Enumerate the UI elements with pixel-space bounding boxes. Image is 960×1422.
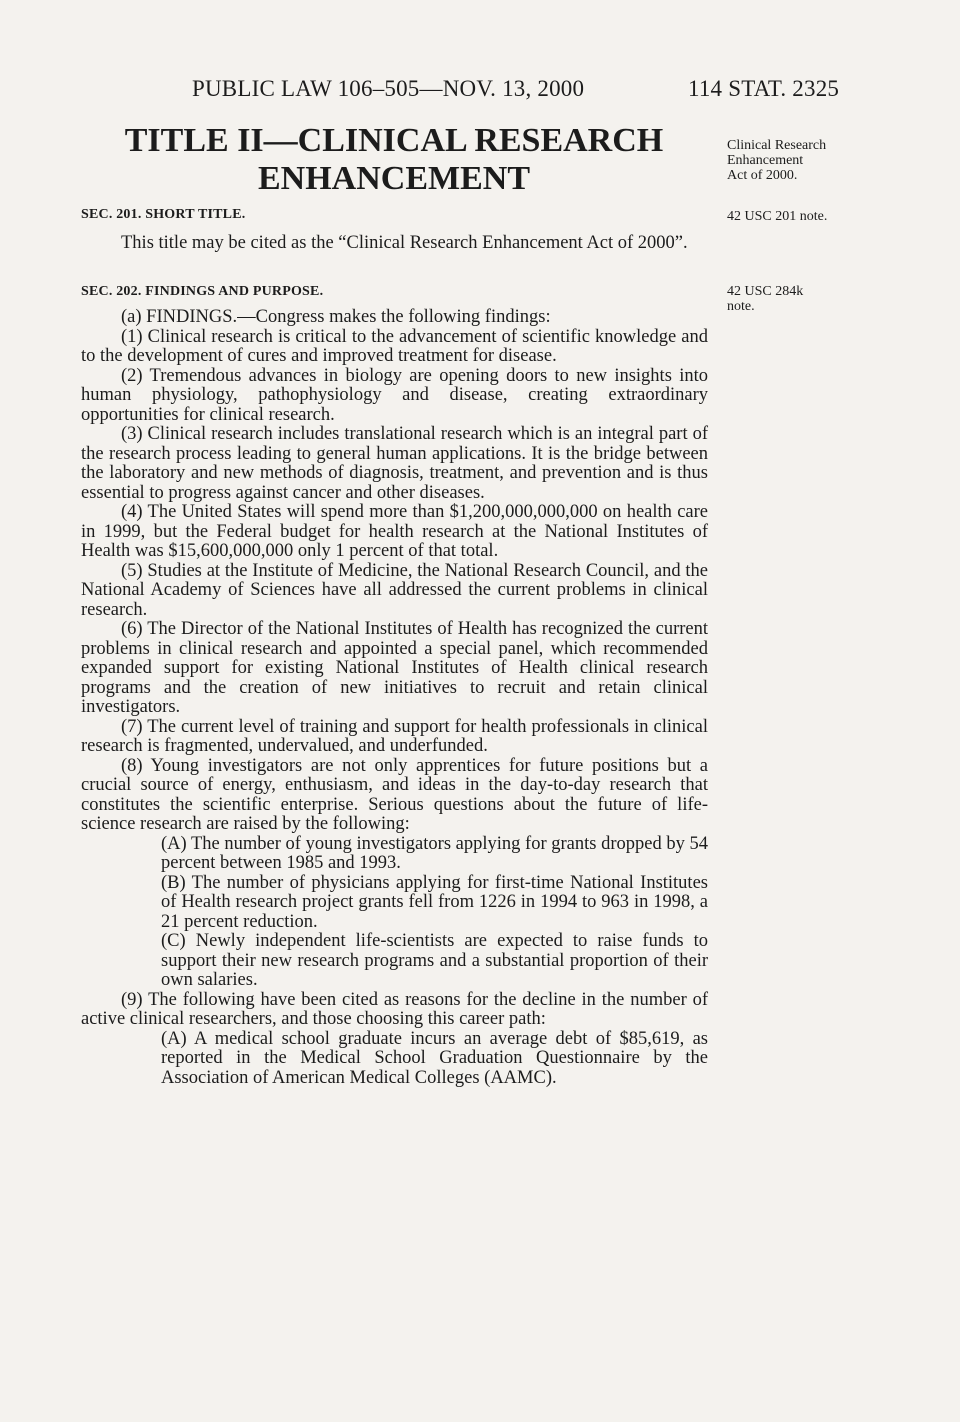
margin-note-line: note. [727, 299, 755, 314]
finding-paragraph: (9) The following have been cited as reasons for the decline in the number of active clinical researchers, and those choosing this career path: [81, 989, 708, 1029]
findings-intro [81, 308, 708, 328]
findings-label: (a) F [121, 307, 157, 327]
section-202-heading: SEC. 202. FINDINGS AND PURPOSE. [81, 284, 324, 299]
finding-paragraph: (1) Clinical research is critical to the advancement of scientific knowledge and to the development of cures and improved treatment for disease. [81, 326, 708, 366]
section-201-text: This title may be cited as the “Clinical Research Enhancement Act of 2000”. [121, 233, 688, 253]
section-201-body [81, 234, 708, 254]
finding-subparagraph: (C) Newly independent life-scientists are expected to raise funds to support their new research programs and a substantial proportion of their own salaries. [161, 931, 708, 990]
margin-note-sec202 [727, 284, 857, 314]
margin-note-line: Clinical Research [727, 138, 827, 153]
title-line-2: ENHANCEMENT [257, 160, 531, 197]
margin-note-title [727, 138, 857, 183]
findings-label-smallcaps: INDINGS [156, 307, 233, 327]
finding-paragraph: (7) The current level of training and support for health professionals in clinical research is fragmented, undervalued, and underfunded. [81, 716, 708, 756]
finding-paragraph: (2) Tremendous advances in biology are opening doors to new insights into human physiology, pathophysiology and disease, creating extraordinary opportunities for clinical research. [81, 365, 708, 425]
finding-subparagraph: (A) The number of young investigators applying for grants dropped by 54 percent between 1985 and 1993. [161, 833, 708, 873]
finding-paragraph: (4) The United States will spend more than $1,200,000,000,000 on health care in 1999, but the Federal budget for health research at the National Institutes of Health was $15,600,000,000 only 1 percent of that total. [81, 502, 708, 561]
section-201-heading: SEC. 201. SHORT TITLE. [81, 207, 246, 222]
running-head-left: PUBLIC LAW 106–505—NOV. 13, 2000 [192, 76, 585, 101]
running-head-right: 114 STAT. 2325 [688, 76, 840, 101]
margin-note-line: Enhancement [727, 153, 804, 168]
margin-note-sec201: 42 USC 201 note. [727, 209, 828, 224]
margin-note-line: Act of 2000. [727, 168, 798, 183]
finding-paragraph: (6) The Director of the National Institutes of Health has recognized the current problems in clinical research and appointed a special panel, which recommended expanded support for existing National Institutes of Health clinical research programs and the creation of new initiatives to recruit and retain clinical investigators. [81, 619, 708, 717]
finding-subparagraph: (A) A medical school graduate incurs an average debt of $85,619, as reported in the Medical School Graduation Questionnaire by the Association of American Medical Colleges (AAMC). [161, 1028, 708, 1088]
margin-note-line: 42 USC 284k [727, 284, 804, 299]
finding-paragraph: (8) Young investigators are not only apprentices for future positions but a crucial source of energy, enthusiasm, and ideas in the day-to-day research that constitutes the scientific enterprise. Serious questions about the future of life-science research are raised by the following: [81, 755, 708, 834]
finding-paragraph: (3) Clinical research includes translational research which is an integral part of the research process leading to general human applications. It is the bridge between the laboratory and new methods of diagnosis, treatment, and prevention and is thus essential to progress against cancer and other diseases. [81, 424, 708, 503]
title-heading [80, 122, 708, 198]
finding-paragraph: (5) Studies at the Institute of Medicine, the National Research Council, and the National Academy of Sciences have all addressed the current problems in clinical research. [81, 560, 708, 620]
title-line-1: TITLE II—CLINICAL RESEARCH [124, 122, 664, 159]
section-202-body [81, 308, 708, 1088]
finding-subparagraph: (B) The number of physicians applying for first-time National Institutes of Health research project grants fell from 1226 in 1994 to 963 in 1998, a 21 percent reduction. [161, 872, 708, 932]
findings-intro-text: .—Congress makes the following findings: [232, 307, 551, 327]
